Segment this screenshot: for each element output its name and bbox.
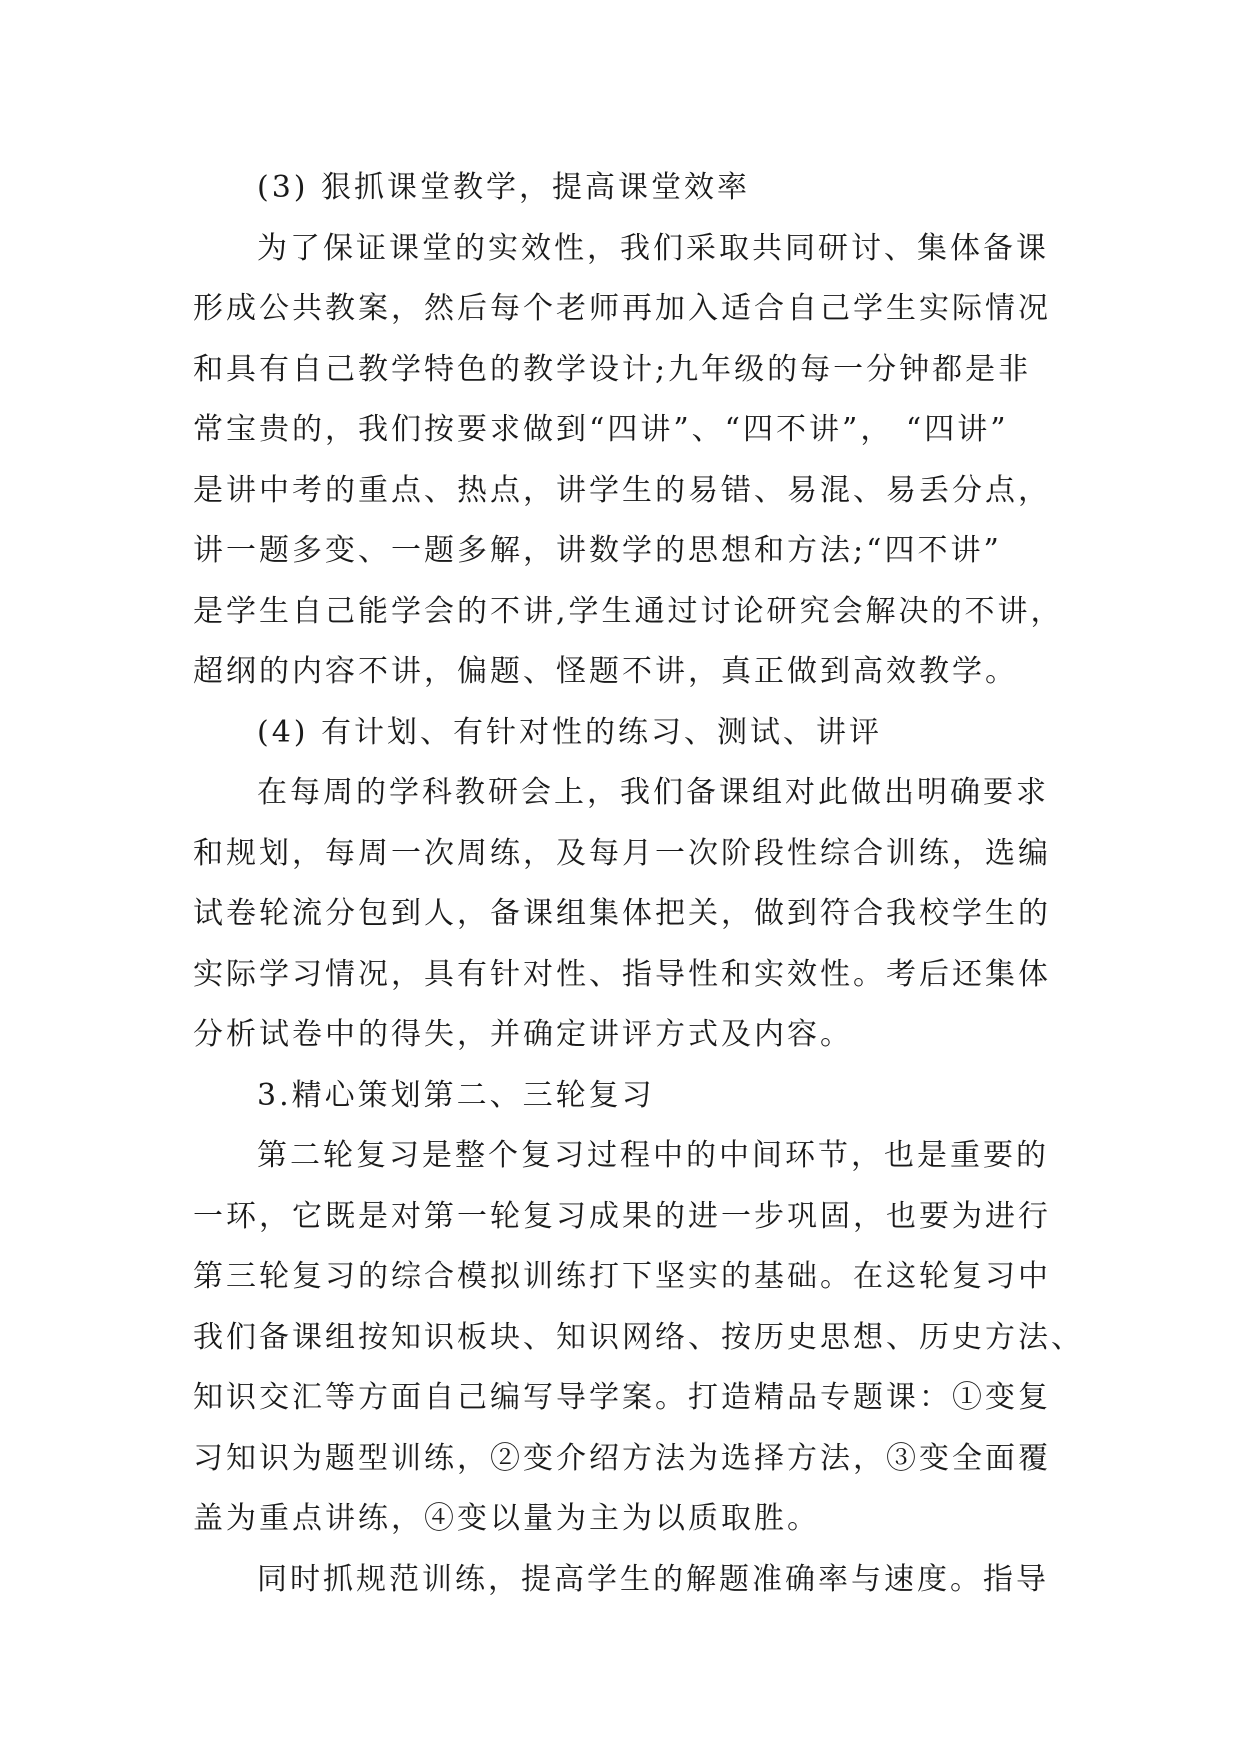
text-line: 知识交汇等方面自己编写导学案。打造精品专题课：①变复	[193, 1380, 1051, 1415]
text-line: 和具有自己教学特色的教学设计;九年级的每一分钟都是非	[193, 351, 1032, 387]
text-line: 超纲的内容不讲，偏题、怪题不讲，真正做到高效教学。	[193, 654, 1018, 689]
text-line: 为了保证课堂的实效性，我们采取共同研讨、集体备课	[257, 230, 1049, 266]
text-line: 形成公共教案，然后每个老师再加入适合自己学生实际情况	[193, 291, 1051, 326]
text-line: 和规划，每周一次周练，及每月一次阶段性综合训练，选编	[193, 835, 1051, 871]
text-line: 是讲中考的重点、热点，讲学生的易错、易混、易丢分点，	[193, 472, 1051, 508]
text-line: (3) 狠抓课堂教学，提高课堂效率	[257, 170, 751, 205]
text-line: 第三轮复习的综合模拟训练打下坚实的基础。在这轮复习中	[193, 1259, 1051, 1294]
text-line: 我们备课组按知识板块、知识网络、按历史思想、历史方法、	[193, 1319, 1084, 1355]
text-line: 讲一题多变、一题多解，讲数学的思想和方法;“四不讲”	[193, 533, 1002, 568]
text-line: 一环，它既是对第一轮复习成果的进一步巩固，也要为进行	[193, 1198, 1051, 1234]
text-line: 在每周的学科教研会上，我们备课组对此做出明确要求	[257, 775, 1049, 810]
text-line: 同时抓规范训练，提高学生的解题准确率与速度。指导	[257, 1561, 1049, 1597]
text-line: 分析试卷中的得失，并确定讲评方式及内容。	[193, 1017, 853, 1052]
text-line: 3.精心策划第二、三轮复习	[257, 1077, 655, 1113]
document-body	[193, 158, 1084, 1610]
text-line: 试卷轮流分包到人，备课组集体把关，做到符合我校学生的	[193, 896, 1051, 931]
text-line: 习知识为题型训练，②变介绍方法为选择方法，③变全面覆	[193, 1440, 1051, 1476]
text-line: 第二轮复习是整个复习过程中的中间环节，也是重要的	[257, 1138, 1049, 1173]
text-line: 是学生自己能学会的不讲,学生通过讨论研究会解决的不讲，	[193, 593, 1064, 629]
text-line: 实际学习情况，具有针对性、指导性和实效性。考后还集体	[193, 956, 1051, 992]
text-line: 常宝贵的，我们按要求做到“四讲”、“四不讲”， “四讲”	[193, 412, 1009, 447]
text-line: (4) 有计划、有针对性的练习、测试、讲评	[257, 714, 883, 750]
text-line: 盖为重点讲练，④变以量为主为以质取胜。	[193, 1501, 820, 1536]
